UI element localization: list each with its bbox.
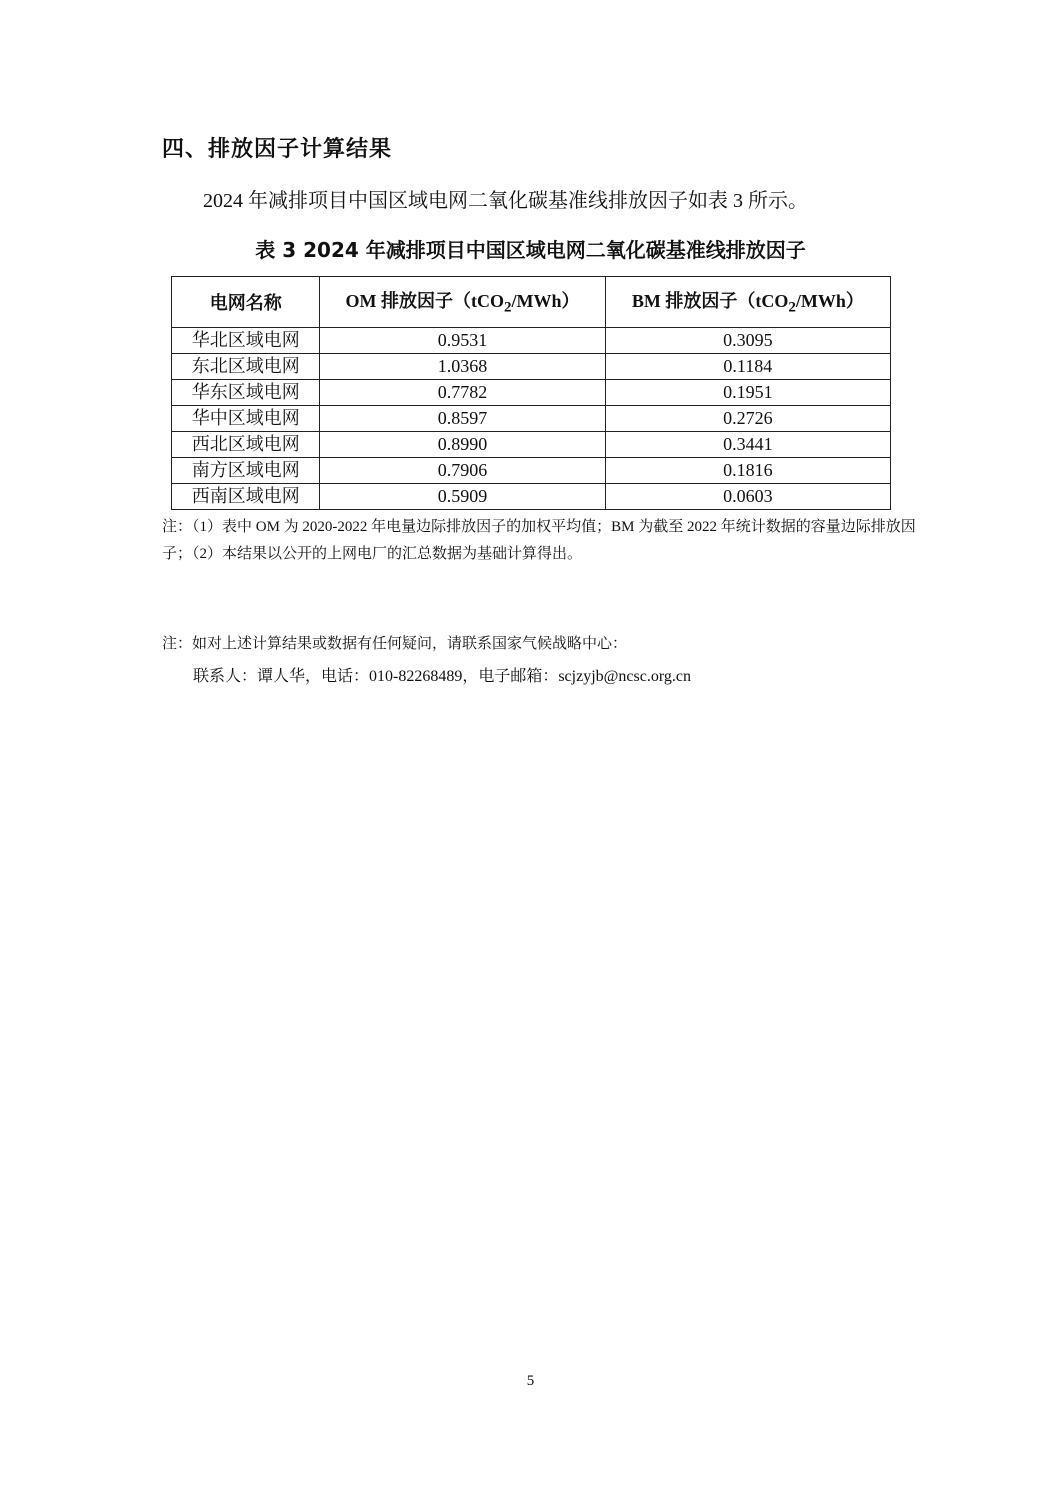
row-bm-value: 0.1184: [605, 354, 890, 380]
header-om-suffix: /MWh）: [511, 291, 580, 312]
row-bm-value: 0.2726: [605, 406, 890, 432]
intro-paragraph: 2024 年减排项目中国区域电网二氧化碳基准线排放因子如表 3 所示。: [203, 190, 808, 212]
row-om-value: 0.9531: [320, 328, 605, 354]
header-bm-factor: [605, 277, 890, 328]
emission-factor-table: [171, 276, 891, 510]
header-om-subscript: 2: [504, 299, 512, 316]
row-bm-value: 0.0603: [605, 484, 890, 510]
table-row: [172, 484, 891, 510]
row-om-value: 1.0368: [320, 354, 605, 380]
row-bm-value: 0.1951: [605, 380, 890, 406]
header-om-factor: [320, 277, 605, 328]
row-grid-name: 南方区域电网: [172, 458, 320, 484]
contact-details: 联系人：谭人华，电话：010-82268489，电子邮箱：scjzyjb@ncsc.org.cn: [193, 668, 691, 685]
table-caption: 表 3 2024 年减排项目中国区域电网二氧化碳基准线排放因子: [255, 238, 806, 262]
table-footnote: 注：（1）表中 OM 为 2020-2022 年电量边际排放因子的加权平均值；BM 为截至 2022 年统计数据的容量边际排放因子；（2）本结果以公开的上网电厂的汇总数据为基础计算得出。: [162, 519, 916, 562]
row-bm-value: 0.3095: [605, 328, 890, 354]
header-bm-subscript: 2: [788, 299, 796, 316]
row-om-value: 0.7906: [320, 458, 605, 484]
row-grid-name: 西北区域电网: [172, 432, 320, 458]
contact-note: 注：如对上述计算结果或数据有任何疑问，请联系国家气候战略中心：: [162, 636, 628, 652]
row-bm-value: 0.1816: [605, 458, 890, 484]
row-grid-name: 华中区域电网: [172, 406, 320, 432]
header-bm-suffix: /MWh）: [795, 291, 864, 312]
row-bm-value: 0.3441: [605, 432, 890, 458]
row-om-value: 0.7782: [320, 380, 605, 406]
section-heading: 四、排放因子计算结果: [162, 137, 393, 162]
table-row: [172, 328, 891, 354]
page-number: 5: [526, 1373, 535, 1389]
header-grid-name: 电网名称: [172, 277, 320, 328]
table-row: [172, 354, 891, 380]
header-om-prefix: OM 排放因子（tCO: [345, 291, 505, 312]
row-grid-name: 东北区域电网: [172, 354, 320, 380]
table-row: [172, 406, 891, 432]
row-om-value: 0.5909: [320, 484, 605, 510]
table-row: [172, 380, 891, 406]
table-row: [172, 432, 891, 458]
row-grid-name: 华北区域电网: [172, 328, 320, 354]
row-grid-name: 西南区域电网: [172, 484, 320, 510]
table-header-row: [172, 277, 891, 328]
row-om-value: 0.8597: [320, 406, 605, 432]
row-grid-name: 华东区域电网: [172, 380, 320, 406]
header-bm-prefix: BM 排放因子（tCO: [631, 291, 789, 312]
row-om-value: 0.8990: [320, 432, 605, 458]
table-row: [172, 458, 891, 484]
